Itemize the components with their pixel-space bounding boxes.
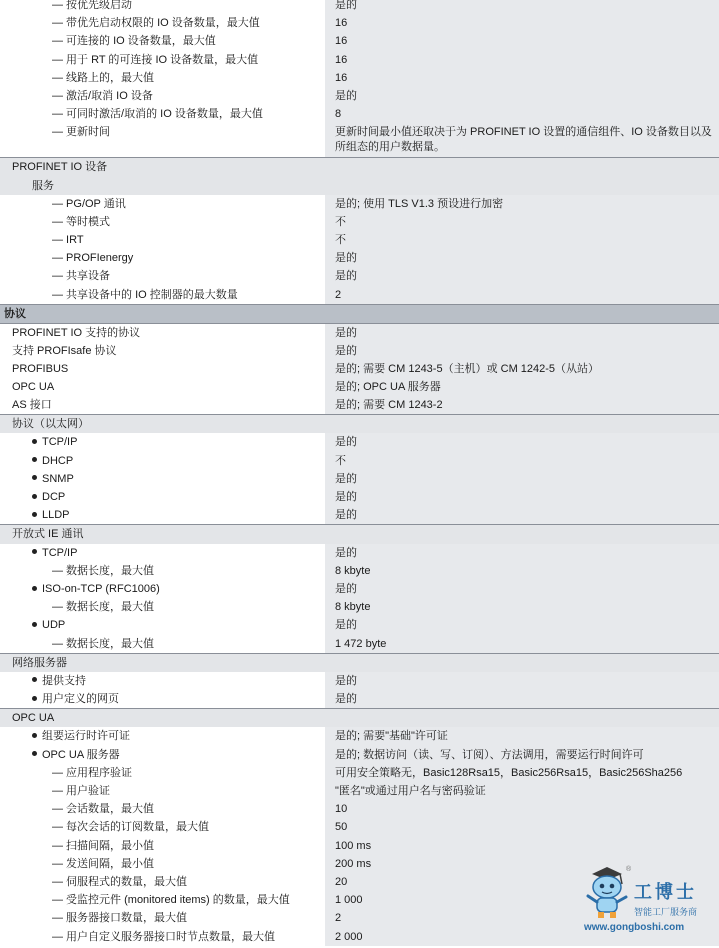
table-row <box>0 123 719 157</box>
table-row <box>0 580 719 598</box>
row-value: 是的 <box>325 267 719 285</box>
row-label <box>0 360 325 378</box>
row-label <box>0 800 325 818</box>
row-label <box>0 818 325 836</box>
table-row <box>0 69 719 87</box>
row-label <box>0 378 325 396</box>
row-label <box>0 0 325 14</box>
row-label <box>0 470 325 488</box>
row-label <box>0 506 325 524</box>
ethernet-heading: 协议（以太网） <box>0 414 719 433</box>
table-row <box>0 433 719 451</box>
row-label <box>0 635 325 653</box>
row-label-text: — 扫描间隔，最小值 <box>52 839 155 852</box>
open-ie-heading: 开放式 IE 通讯 <box>0 524 719 543</box>
table-row <box>0 672 719 690</box>
table-row <box>0 213 719 231</box>
row-label-text: — 数据长度，最大值 <box>52 601 155 614</box>
row-value: 16 <box>325 69 719 87</box>
services-heading: 服务 <box>0 177 719 195</box>
bullet-icon <box>32 733 37 738</box>
row-label-text: OPC UA 服务器 <box>42 748 120 761</box>
row-label <box>0 837 325 855</box>
row-label-text: UDP <box>42 619 66 632</box>
row-value: 不 <box>325 452 719 470</box>
row-value: 是的; 数据访问（读、写、订阅）、方法调用，需要运行时间许可 <box>325 746 719 764</box>
top-rows-group <box>0 0 719 157</box>
table-row <box>0 267 719 285</box>
row-value: 16 <box>325 51 719 69</box>
table-row <box>0 782 719 800</box>
bullet-icon <box>32 475 37 480</box>
table-row <box>0 249 719 267</box>
row-label <box>0 87 325 105</box>
bullet-icon <box>32 622 37 627</box>
table-row <box>0 488 719 506</box>
row-label-text: — 会话数量，最大值 <box>52 803 155 816</box>
row-label-text: ISO-on-TCP (RFC1006) <box>42 582 160 595</box>
watermark-url: www.gongboshi.com <box>584 922 685 933</box>
table-row <box>0 690 719 708</box>
row-value: 不 <box>325 231 719 249</box>
row-label-text: — 用户验证 <box>52 785 111 797</box>
row-value: 2 <box>325 909 719 927</box>
row-label-text: — 等时模式 <box>52 215 111 228</box>
web-server-rows <box>0 672 719 708</box>
row-value: 1 472 byte <box>325 635 719 653</box>
row-value: 2 <box>325 286 719 304</box>
row-label <box>0 891 325 909</box>
row-label <box>0 782 325 800</box>
table-row <box>0 360 719 378</box>
row-label <box>0 764 325 782</box>
gongboshi-watermark <box>582 864 712 933</box>
row-label <box>0 286 325 304</box>
row-label-text: — 每次会话的订阅数量，最大值 <box>52 821 210 834</box>
bullet-icon <box>32 549 37 554</box>
table-row <box>0 746 719 764</box>
protocols-rows <box>0 323 719 414</box>
table-row <box>0 818 719 836</box>
row-value: 是的 <box>325 616 719 634</box>
row-label-text: — 共享设备 <box>52 270 111 283</box>
row-label-text: — 伺服程式的数量，最大值 <box>52 875 188 888</box>
row-value: 是的 <box>325 87 719 105</box>
table-row <box>0 231 719 249</box>
row-label-text: — 共享设备中的 IO 控制器的最大数量 <box>52 288 238 301</box>
table-row <box>0 87 719 105</box>
row-label-text: — PG/OP 通讯 <box>52 197 126 210</box>
row-label <box>0 195 325 213</box>
row-label <box>0 123 325 157</box>
row-label-text: — 更新时间 <box>52 126 111 139</box>
row-label-text: LLDP <box>42 509 70 522</box>
row-value: 100 ms <box>325 837 719 855</box>
watermark-title: 工博士 <box>634 882 697 903</box>
bullet-icon <box>32 677 37 682</box>
row-label-text: — 按优先级启动 <box>52 0 133 11</box>
bullet-icon <box>32 512 37 517</box>
table-row <box>0 342 719 360</box>
row-label-text: 支持 PROFIsafe 协议 <box>12 344 117 357</box>
table-row <box>0 286 719 304</box>
row-value: 16 <box>325 32 719 50</box>
row-value: 是的 <box>325 544 719 562</box>
table-row <box>0 800 719 818</box>
row-label-text: DHCP <box>42 454 74 467</box>
ethernet-rows <box>0 433 719 524</box>
table-row <box>0 727 719 745</box>
table-row <box>0 452 719 470</box>
row-label <box>0 928 325 946</box>
row-value: 是的; 需要 CM 1243-5（主机）或 CM 1242-5（从站） <box>325 360 719 378</box>
table-row <box>0 764 719 782</box>
row-label <box>0 69 325 87</box>
row-value: 16 <box>325 14 719 32</box>
row-label-text: — 受监控元件 (monitored items) 的数量，最大值 <box>52 894 290 907</box>
row-label-text: TCP/IP <box>42 436 78 449</box>
web-server-heading: 网络服务器 <box>0 653 719 672</box>
row-value: 不 <box>325 213 719 231</box>
row-label-text: AS 接口 <box>12 399 52 412</box>
bullet-icon <box>32 494 37 499</box>
row-value: 10 <box>325 800 719 818</box>
row-label <box>0 396 325 414</box>
table-row <box>0 396 719 414</box>
row-label <box>0 598 325 616</box>
row-label <box>0 105 325 123</box>
row-value: 更新时间最小值还取决于为 PROFINET IO 设置的通信组件、IO 设备数目以及所组态的用户数据量。 <box>325 123 719 157</box>
table-row <box>0 32 719 50</box>
row-label-text: 提供支持 <box>42 674 86 687</box>
row-label <box>0 544 325 562</box>
table-row <box>0 616 719 634</box>
row-value: 是的 <box>325 342 719 360</box>
row-label <box>0 616 325 634</box>
row-value: 8 <box>325 105 719 123</box>
row-label-text: — 线路上的，最大值 <box>52 71 155 84</box>
row-label <box>0 249 325 267</box>
row-label-text: — IRT <box>52 234 84 247</box>
bullet-icon <box>32 696 37 701</box>
table-row <box>0 470 719 488</box>
row-label-text: — PROFIenergy <box>52 252 134 265</box>
row-label-text: — 应用程序验证 <box>52 766 133 779</box>
row-label <box>0 746 325 764</box>
opc-ua-heading: OPC UA <box>0 708 719 727</box>
row-value: 是的 <box>325 506 719 524</box>
row-label-text: PROFIBUS <box>12 362 69 375</box>
row-value: 是的; 使用 TLS V1.3 预设进行加密 <box>325 195 719 213</box>
row-value: 2 000 <box>325 928 719 946</box>
row-value: 是的; 需要"基础"许可证 <box>325 727 719 745</box>
watermark-subtitle: 智能工厂服务商 <box>634 907 698 917</box>
table-row <box>0 105 719 123</box>
row-label <box>0 14 325 32</box>
row-label <box>0 342 325 360</box>
row-value: 是的 <box>325 488 719 506</box>
row-label-text: — 可连接的 IO 设备数量，最大值 <box>52 35 216 48</box>
bullet-icon <box>32 586 37 591</box>
row-label-text: — 数据长度，最大值 <box>52 637 155 650</box>
row-value: 是的 <box>325 249 719 267</box>
row-value: 是的 <box>325 324 719 341</box>
row-value: 8 kbyte <box>325 562 719 580</box>
row-label <box>0 32 325 50</box>
row-label <box>0 909 325 927</box>
table-row <box>0 544 719 562</box>
row-label <box>0 488 325 506</box>
table-row <box>0 635 719 653</box>
row-label <box>0 231 325 249</box>
row-value: 是的; OPC UA 服务器 <box>325 378 719 396</box>
row-label-text: — 数据长度，最大值 <box>52 564 155 577</box>
row-label-text: — 服务器接口数量，最大值 <box>52 912 188 925</box>
row-value: 是的 <box>325 0 719 14</box>
table-row <box>0 598 719 616</box>
row-label-text: — 可同时激活/取消的 IO 设备数量，最大值 <box>52 108 263 121</box>
row-label <box>0 452 325 470</box>
table-row <box>0 51 719 69</box>
robot-mascot-icon <box>582 864 632 924</box>
bullet-icon <box>32 751 37 756</box>
row-label-text: OPC UA <box>12 380 55 393</box>
row-value: 可用安全策略无，Basic128Rsa15，Basic256Rsa15，Basic256Sha256 <box>325 764 719 782</box>
row-label <box>0 51 325 69</box>
row-label <box>0 213 325 231</box>
row-value: 是的 <box>325 690 719 708</box>
table-row <box>0 837 719 855</box>
row-value: 是的 <box>325 470 719 488</box>
row-label-text: — 激活/取消 IO 设备 <box>52 89 153 102</box>
row-value: 是的 <box>325 580 719 598</box>
table-row <box>0 323 719 341</box>
table-row <box>0 195 719 213</box>
row-label <box>0 690 325 708</box>
row-value: 是的 <box>325 433 719 451</box>
table-row <box>0 14 719 32</box>
protocols-section-title: 协议 <box>0 304 719 324</box>
row-label <box>0 562 325 580</box>
table-row <box>0 0 719 14</box>
row-value: 20 <box>325 873 719 891</box>
row-value: "匿名"或通过用户名与密码验证 <box>325 782 719 800</box>
table-row <box>0 506 719 524</box>
bullet-icon <box>32 439 37 444</box>
row-label-text: 用户定义的网页 <box>42 693 119 706</box>
row-label-text: 组要运行时许可证 <box>42 730 130 743</box>
row-label-text: TCP/IP <box>42 546 78 559</box>
row-label <box>0 433 325 451</box>
row-value: 是的 <box>325 672 719 690</box>
row-label-text: DCP <box>42 491 66 503</box>
row-value: 是的; 需要 CM 1243-2 <box>325 396 719 414</box>
table-row <box>0 562 719 580</box>
row-label <box>0 855 325 873</box>
row-label-text: — 用户自定义服务器接口时节点数量，最大值 <box>52 930 276 943</box>
registered-mark: ® <box>626 866 632 873</box>
row-value: 1 000 <box>325 891 719 909</box>
open-ie-rows <box>0 544 719 653</box>
row-label <box>0 580 325 598</box>
row-label-text: — 带优先启动权限的 IO 设备数量，最大值 <box>52 17 260 30</box>
row-label <box>0 267 325 285</box>
bullet-icon <box>32 457 37 462</box>
row-value: 50 <box>325 818 719 836</box>
row-label <box>0 324 325 341</box>
row-label <box>0 672 325 690</box>
row-label <box>0 873 325 891</box>
row-value: 200 ms <box>325 855 719 873</box>
row-label <box>0 727 325 745</box>
row-value: 8 kbyte <box>325 598 719 616</box>
table-row <box>0 378 719 396</box>
profinet-device-rows <box>0 195 719 304</box>
row-label-text: — 用于 RT 的可连接 IO 设备数量，最大值 <box>52 53 259 66</box>
profinet-device-heading: PROFINET IO 设备 <box>0 157 719 176</box>
row-label-text: PROFINET IO 支持的协议 <box>12 327 141 340</box>
row-label-text: — 发送间隔，最小值 <box>52 857 155 870</box>
row-label-text: SNMP <box>42 472 74 485</box>
